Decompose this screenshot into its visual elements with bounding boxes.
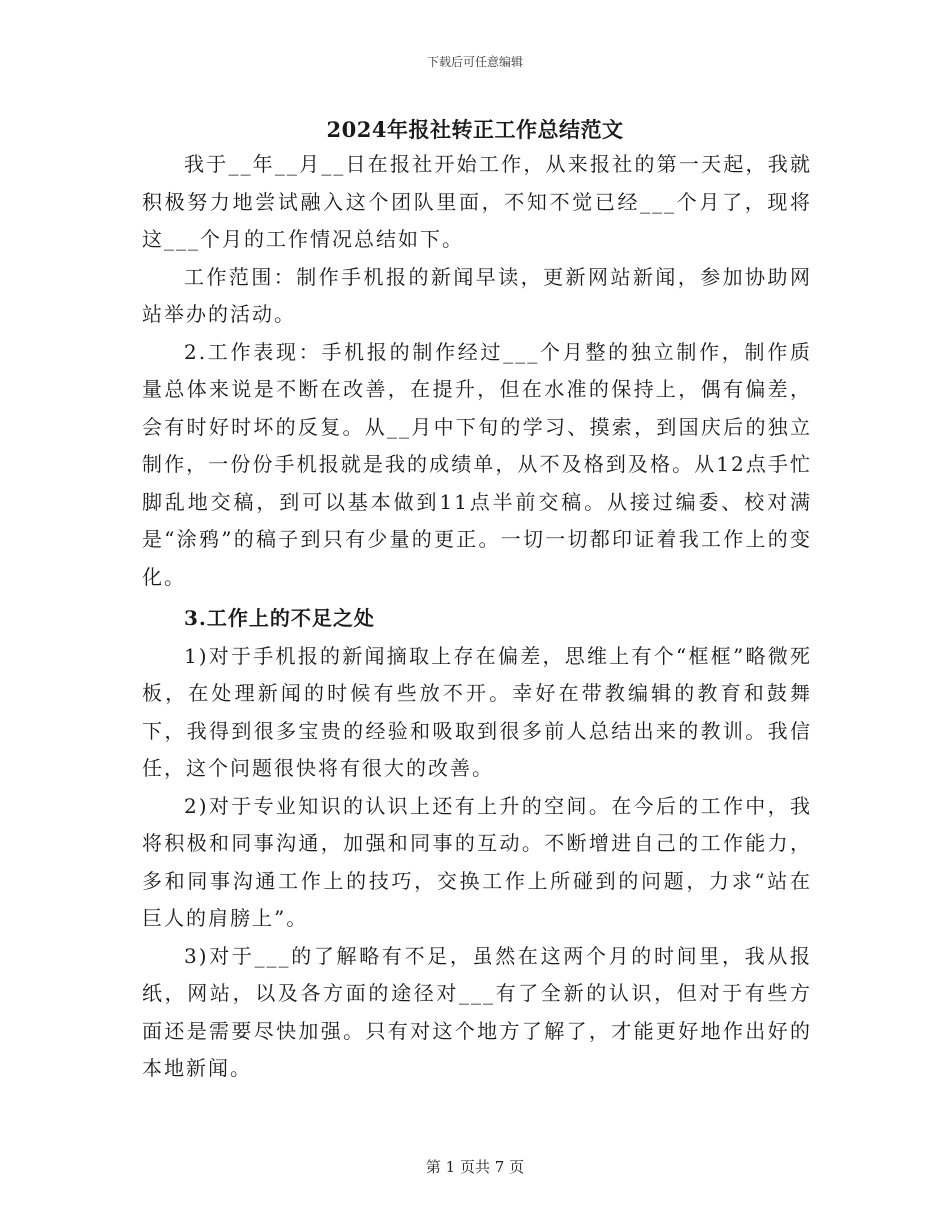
paragraph-shortcoming-1: 1)对于手机报的新闻摘取上存在偏差，思维上有个“框框”略微死板，在处理新闻的时候有些放不开。幸好在带教编辑的教育和鼓舞下，我得到很多宝贵的经验和吸取到很多前人总结出来的教训。我信任，这个问题很快将有很大的改善。 xyxy=(142,643,812,780)
section-heading-shortcomings: 3.工作上的不足之处 xyxy=(184,606,375,630)
paragraph-intro: 我于__年__月__日在报社开始工作，从来报社的第一天起，我就积极努力地尝试融入这个团队里面，不知不觉已经___个月了，现将这___个月的工作情况总结如下。 xyxy=(142,152,812,251)
page-number: 第 1 页共 7 页 xyxy=(425,1158,525,1176)
page-header-note: 下载后可任意编辑 xyxy=(426,55,523,69)
document-title: 2024年报社转正工作总结范文 xyxy=(326,117,624,142)
paragraph-work-performance: 2.工作表现：手机报的制作经过___个月整的独立制作，制作质量总体来说是不断在改善，在提升，但在水准的保持上，偶有偏差，会有时好时坏的反复。从__月中下旬的学习、摸索，到国庆后的独立制作，一份份手机报就是我的成绩单，从不及格到及格。从12点手忙脚乱地交稿，到可以基本做到11点半前交稿。从接过编委、校对满是“涂鸦”的稿子到只有少量的更正。一切一切都印证着我工作上的变化。 xyxy=(142,339,812,589)
paragraph-shortcoming-2: 2)对于专业知识的认识上还有上升的空间。在今后的工作中，我将积极和同事沟通，加强和同事的互动。不断增进自己的工作能力，多和同事沟通工作上的技巧，交换工作上所碰到的问题，力求“站在巨人的肩膀上”。 xyxy=(142,793,812,930)
document-body xyxy=(142,146,812,1088)
paragraph-work-scope: 工作范围：制作手机报的新闻早读，更新网站新闻，参加协助网站举办的活动。 xyxy=(142,264,812,326)
paragraph-shortcoming-3: 3)对于___的了解略有不足，虽然在这两个月的时间里，我从报纸，网站，以及各方面的途径对___有了全新的认识，但对于有些方面还是需要尽快加强。只有对这个地方了解了，才能更好地作出好的本地新闻。 xyxy=(142,943,812,1080)
